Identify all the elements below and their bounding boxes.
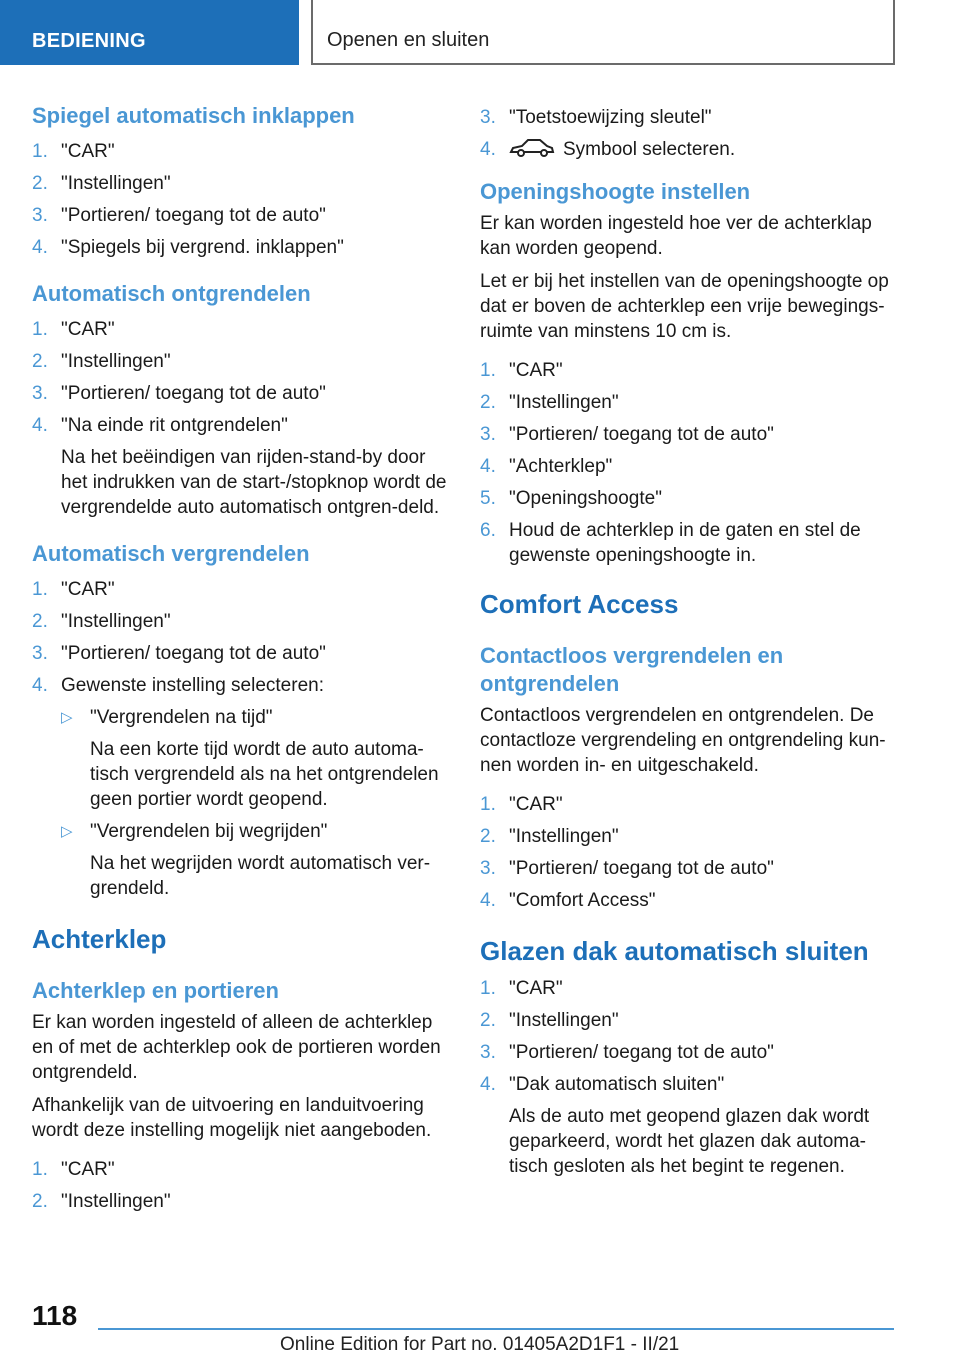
heading-comfort-access: Comfort Access (480, 589, 679, 619)
list-item: 4. "Spiegels bij vergrend. inklappen" (32, 237, 344, 258)
opening-steps (480, 358, 896, 568)
list-item: 4. Gewenste instelling selecteren: ▷ "Vergrendelen na tijd" Na een korte tijd wordt de auto automa-tisch vergrendeld als na het ontgrendelen geen portier wordt geopend. ▷ "Vergrendelen bij wegrijden" Na het wegrijden wordt automatisch ver-grendeld. (32, 673, 448, 901)
list-item: 1. "CAR" (32, 141, 115, 162)
heading-mirror: Spiegel automatisch inklappen (32, 103, 355, 128)
list-item: 1. "CAR" (32, 579, 115, 600)
roof-steps (480, 976, 896, 1179)
option-item: ▷ "Vergrendelen na tijd" Na een korte tijd wordt de auto automa-tisch vergrendeld als na het ontgrendelen geen portier wordt geopend. (61, 705, 448, 812)
comfort-steps (480, 792, 896, 913)
list-item: 1. "CAR" (480, 978, 563, 999)
section-lock (32, 540, 448, 901)
list-item: 1. "CAR" (32, 319, 115, 340)
heading-lock: Automatisch vergrendelen (32, 541, 310, 566)
paragraph: Afhankelijk van de uitvoering en landuitvoering wordt deze instelling mogelijk niet aangeboden. (32, 1095, 432, 1141)
paragraph: Er kan worden ingesteld of alleen de achterklep en of met de achterklep ook de portieren worden ontgrendeld. (32, 1012, 441, 1083)
heading-opening-height: Openingshoogte instellen (480, 179, 751, 204)
list-item: 2. "Instellingen" (480, 826, 619, 847)
step-note: Na het beëindigen van rijden-stand-by door het indrukken van de start-/stopknop wordt de vergrendelde auto automatisch ontgren-deld. (61, 447, 447, 518)
list-item: 2. "Instellingen" (32, 173, 171, 194)
section-comfort-access (480, 588, 896, 913)
list-item: 3. "Portieren/ toegang tot de auto" (480, 424, 774, 445)
heading-unlock: Automatisch ontgrendelen (32, 281, 311, 306)
list-item: 4. "Dak automatisch sluiten" Als de auto met geopend glazen dak wordt geparkeerd, wordt het glazen dak automa-tisch gesloten als het begint te regenen. (480, 1072, 896, 1179)
paragraph: Contactloos vergrendelen en ontgrendelen. De contactloze vergrendeling en ontgrendeling kun-nen worden in- en uitgeschakeld. (480, 705, 886, 776)
list-item: 3. "Toetstoewijzing sleutel" (480, 107, 712, 128)
heading-tailgate: Achterklep (32, 924, 167, 954)
tailgate-steps-continued (480, 105, 896, 162)
footer-divider (98, 1328, 894, 1330)
section-opening-height (480, 178, 896, 568)
list-item: 2. "Instellingen" (32, 611, 171, 632)
list-item: 2. "Instellingen" (480, 392, 619, 413)
list-item: 1. "CAR" (480, 360, 563, 381)
list-item: 4. "Comfort Access" (480, 890, 656, 911)
triangle-bullet-icon: ▷ (61, 709, 73, 726)
lock-steps (32, 577, 448, 901)
paragraph: Let er bij het instellen van de openingshoogte op dat er boven de achterklep een vrije bewegings-ruimte van minstens 10 cm is. (480, 271, 889, 342)
list-item: 1. "CAR" (480, 794, 563, 815)
list-item: 3. "Portieren/ toegang tot de auto" (32, 205, 326, 226)
unlock-steps (32, 317, 448, 520)
list-item: 2. "Instellingen" (32, 1191, 171, 1212)
list-item: 1. "CAR" (32, 1159, 115, 1180)
page-header (0, 0, 960, 66)
heading-glass-roof: Glazen dak automatisch sluiten (480, 936, 869, 966)
right-column (480, 100, 896, 1186)
triangle-bullet-icon: ▷ (61, 823, 73, 840)
list-item: 2. "Instellingen" (32, 351, 171, 372)
section-glass-roof (480, 935, 896, 1179)
list-item: 6. Houd de achterklep in de gaten en stel de gewenste openingshoogte in. (480, 520, 861, 566)
section-tab: BEDIENING (0, 0, 299, 65)
step-note: Als de auto met geopend glazen dak wordt geparkeerd, wordt het glazen dak automa-tisch gesloten als het begint te regenen. (509, 1106, 870, 1177)
section-unlock (32, 280, 448, 520)
list-item: 3. "Portieren/ toegang tot de auto" (480, 858, 774, 879)
subheading-tailgate-doors: Achterklep en portieren (32, 978, 279, 1003)
list-item: 4. "Achterklep" (480, 456, 613, 477)
mirror-steps (32, 139, 448, 260)
left-column (32, 100, 448, 1221)
list-item: 3. "Portieren/ toegang tot de auto" (32, 383, 326, 404)
list-item: 3. "Portieren/ toegang tot de auto" (480, 1042, 774, 1063)
option-item: ▷ "Vergrendelen bij wegrijden" Na het wegrijden wordt automatisch ver-grendeld. (61, 819, 448, 901)
section-tailgate (32, 923, 448, 1214)
section-mirror (32, 102, 448, 260)
option-note: Na een korte tijd wordt de auto automa-tisch vergrendeld als na het ontgrendelen geen portier wordt geopend. (90, 739, 439, 810)
paragraph: Er kan worden ingesteld hoe ver de achterklap kan worden geopend. (480, 213, 872, 259)
list-item: 2. "Instellingen" (480, 1010, 619, 1031)
lock-options (61, 705, 448, 901)
page-number: 118 (32, 1300, 78, 1331)
chapter-title: Openen en sluiten (311, 0, 895, 65)
list-item: 4. "Na einde rit ontgrendelen" Na het beëindigen van rijden-stand-by door het indrukken van de start-/stopknop wordt de vergrendelde auto automatisch ontgren-deld. (32, 415, 447, 518)
tailgate-steps (32, 1157, 448, 1214)
list-item: 5. "Openingshoogte" (480, 488, 662, 509)
list-item: 3. "Portieren/ toegang tot de auto" (32, 643, 326, 664)
subheading-contactless: Contactloos vergrendelen en ontgrendelen (480, 643, 784, 696)
edition-text: Online Edition for Part no. 01405A2D1F1 - II/21 (280, 1334, 680, 1355)
car-icon (509, 137, 555, 159)
option-note: Na het wegrijden wordt automatisch ver-grendeld. (90, 853, 431, 899)
list-item: 4. Symbool selecteren. (480, 139, 736, 160)
